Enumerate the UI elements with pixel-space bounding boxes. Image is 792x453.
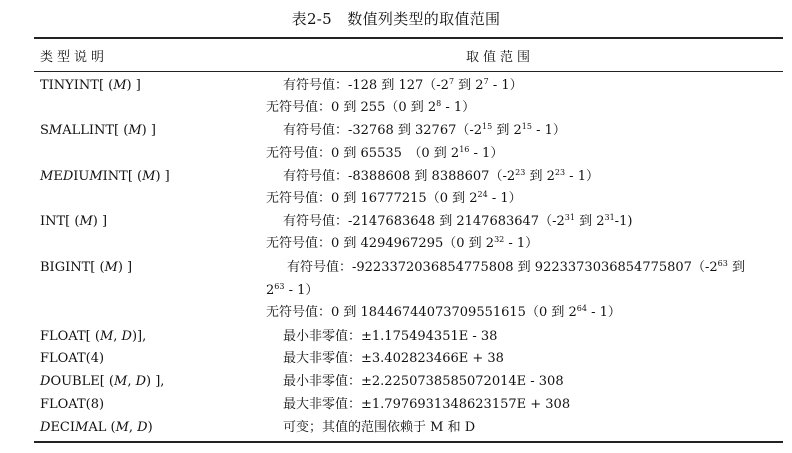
range-line: 有符号值：-8388608 到 $8388607(-2^{23}$ 到 $2^{23} - 1$） (283, 168, 599, 184)
range-line: 无符号值：0 到 255（0 到 $2^8 - 1$） (266, 99, 476, 115)
range-line: 有符号值：-9223372036854775808 到 $9223373036854775807(-2^{63}$ 到 (287, 259, 745, 275)
range-line: 最大非零值：±3.402823466E + 38 (283, 351, 504, 366)
range-line: 可变；其值的范围依赖于 M 和 D (283, 420, 476, 435)
range-line: 无符号值：0 到 65535 （0 到 $2^{16} - 1$） (266, 145, 504, 161)
range-line: 无符号值：0 到 18446744073709551615（0 到 $2^{64} - 1$） (266, 304, 621, 320)
range-line: 最小非零值：±1.175494351E - 38 (283, 329, 498, 344)
range-line: 最大非零值：±1.7976931348623157E + 308 (283, 397, 571, 412)
type-cell: MEDIUMINT[ (M) ] (40, 169, 170, 184)
top-rule (34, 37, 783, 39)
range-line: 无符号值：0 到 16777215（0 到 $2^{24} - 1$） (266, 190, 522, 206)
type-cell: SMALLINT[ (M) ] (40, 123, 156, 138)
type-cell: INT[ (M) ] (40, 214, 108, 229)
range-line: 有符号值：-128 到 $127(-2^7$ 到 $2^7 - 1$） (283, 77, 523, 93)
range-line: 有符号值：-32768 到 $32767(-2^{15}$ 到 $2^{15} - 1$） (283, 122, 566, 138)
range-line: $2^{63} - 1$） (266, 282, 319, 298)
type-cell: FLOAT[ (M, D)], (40, 329, 147, 344)
header-type: 类型说明 (40, 50, 109, 65)
bottom-rule (34, 441, 783, 443)
header-rule (34, 71, 783, 72)
range-line: 无符号值：0 到 4294967295（0 到 $2^{32} - 1$） (266, 235, 539, 251)
type-cell: BIGINT[ (M) ] (40, 260, 133, 275)
type-cell: FLOAT(4) (40, 351, 105, 366)
range-line: 最小非零值：±2.2250738585072014E - 308 (283, 374, 564, 389)
type-cell: DECIMAL (M, D) (40, 420, 153, 435)
table-title: 表2-5 数值列类型的取值范围 (291, 10, 501, 28)
header-range: 取值范围 (466, 50, 535, 65)
type-cell: FLOAT(8) (40, 397, 105, 412)
range-line: 有符号值：-2147683648 到 $2147683647(-2^{31}$ 到 $2^{31}-1$) (283, 213, 633, 229)
type-cell: DOUBLE[ (M, D) ], (40, 374, 165, 389)
type-cell: TINYINT[ (M) ] (40, 78, 141, 93)
